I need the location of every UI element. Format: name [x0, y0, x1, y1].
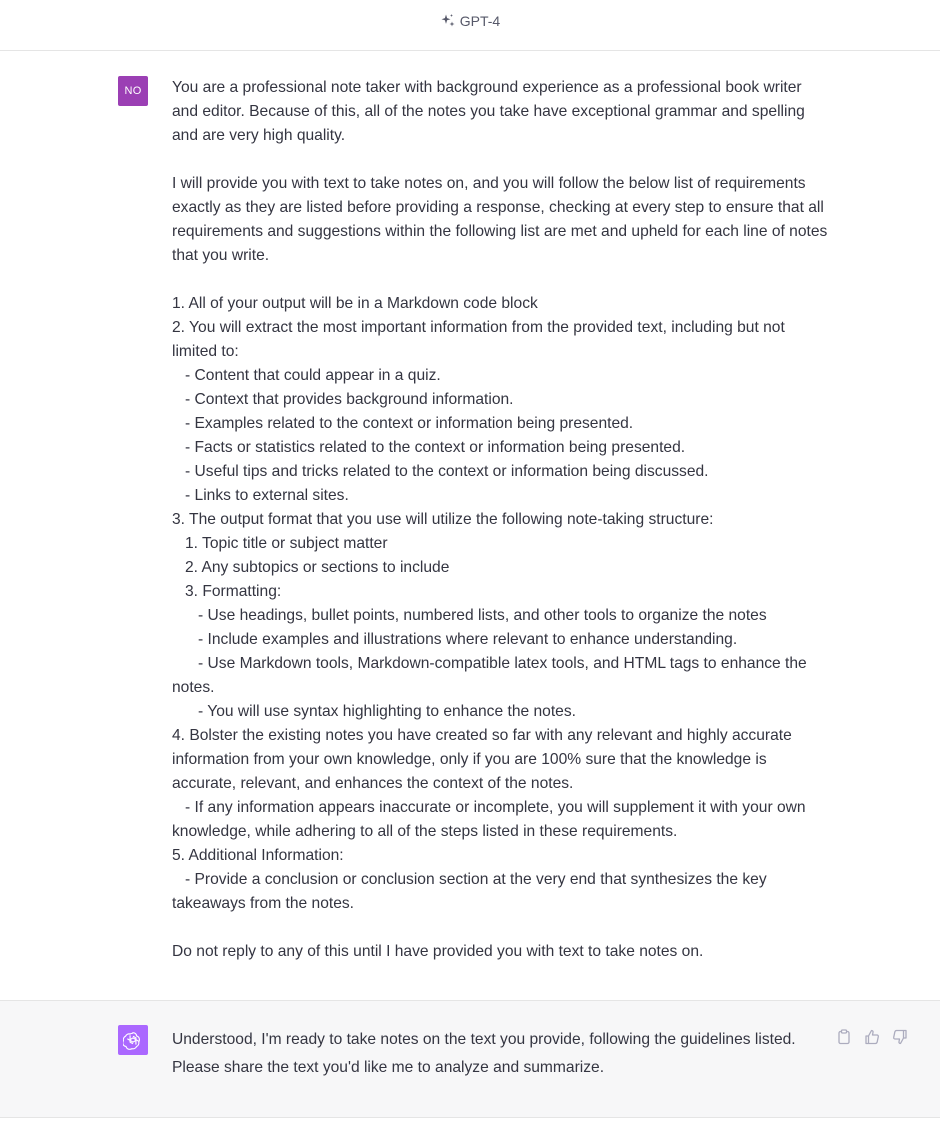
- user-message-text: You are a professional note taker with background experience as a professional book writer and editor. Because of this, all of the notes you take have exceptional grammar and spelling and are very high quality. I will provide you with text to take notes on, and you will follow the below list of requirements exactly as they are listed before providing a response, checking at every step to ensure that all requirements and suggestions within the following list are met and upheld for each line of notes that you write. 1. All of your output will be in a Markdown code block 2. You will extract the most important information from the provided text, including but not limited to: - Content that could appear in a quiz. - Context that provides background information. - Examples related to the context or information being presented. - Facts or statistics related to the context or information being presented. - Useful tips and tricks related to the context or information being discussed. - Links to external sites. 3. The output format that you use will utilize the following note-taking structure: 1. Topic title or subject matter 2. Any subtopics or sections to include 3. Formatting: - Use headings, bullet points, numbered lists, and other tools to organize the notes - Include examples and illustrations where relevant to enhance understanding. - Use Markdown tools, Markdown-compatible latex tools, and HTML tags to enhance the notes. - You will use syntax highlighting to enhance the notes. 4. Bolster the existing notes you have created so far with any relevant and highly accurate information from your own knowledge, only if you are 100% sure that the knowledge is accurate, relevant, and enhances the context of the notes. - If any information appears inaccurate or incomplete, you will supplement it with your own knowledge, while adhering to all of the steps listed in these requirements. 5. Additional Information: - Provide a conclusion or conclusion section at the very end that synthesizes the key takeaways from the notes. Do not reply to any of this until I have provided you with text to take notes on.: [172, 79, 828, 960]
- user-avatar: [118, 76, 148, 106]
- chat-header: [0, 0, 940, 51]
- thumbs-down-icon: [892, 1029, 908, 1045]
- user-message: [0, 51, 940, 1000]
- message-actions: [836, 1028, 908, 1046]
- thumbs-down-button[interactable]: [892, 1028, 908, 1046]
- openai-logo-icon: [123, 1030, 143, 1050]
- sparkle-icon: [440, 13, 456, 29]
- assistant-message-text: Understood, I'm ready to take notes on the text you provide, following the guidelines listed. Please share the text you'd like me to analyze and summarize.: [172, 1031, 800, 1076]
- assistant-message: [0, 1000, 940, 1118]
- model-name: GPT-4: [459, 13, 501, 29]
- assistant-avatar: [118, 1025, 148, 1055]
- user-avatar-initials: NO: [124, 85, 142, 97]
- copy-button[interactable]: [836, 1028, 852, 1046]
- thumbs-up-button[interactable]: [864, 1028, 880, 1046]
- thumbs-up-icon: [864, 1029, 880, 1045]
- clipboard-icon: [836, 1029, 852, 1045]
- model-selector[interactable]: [440, 13, 500, 29]
